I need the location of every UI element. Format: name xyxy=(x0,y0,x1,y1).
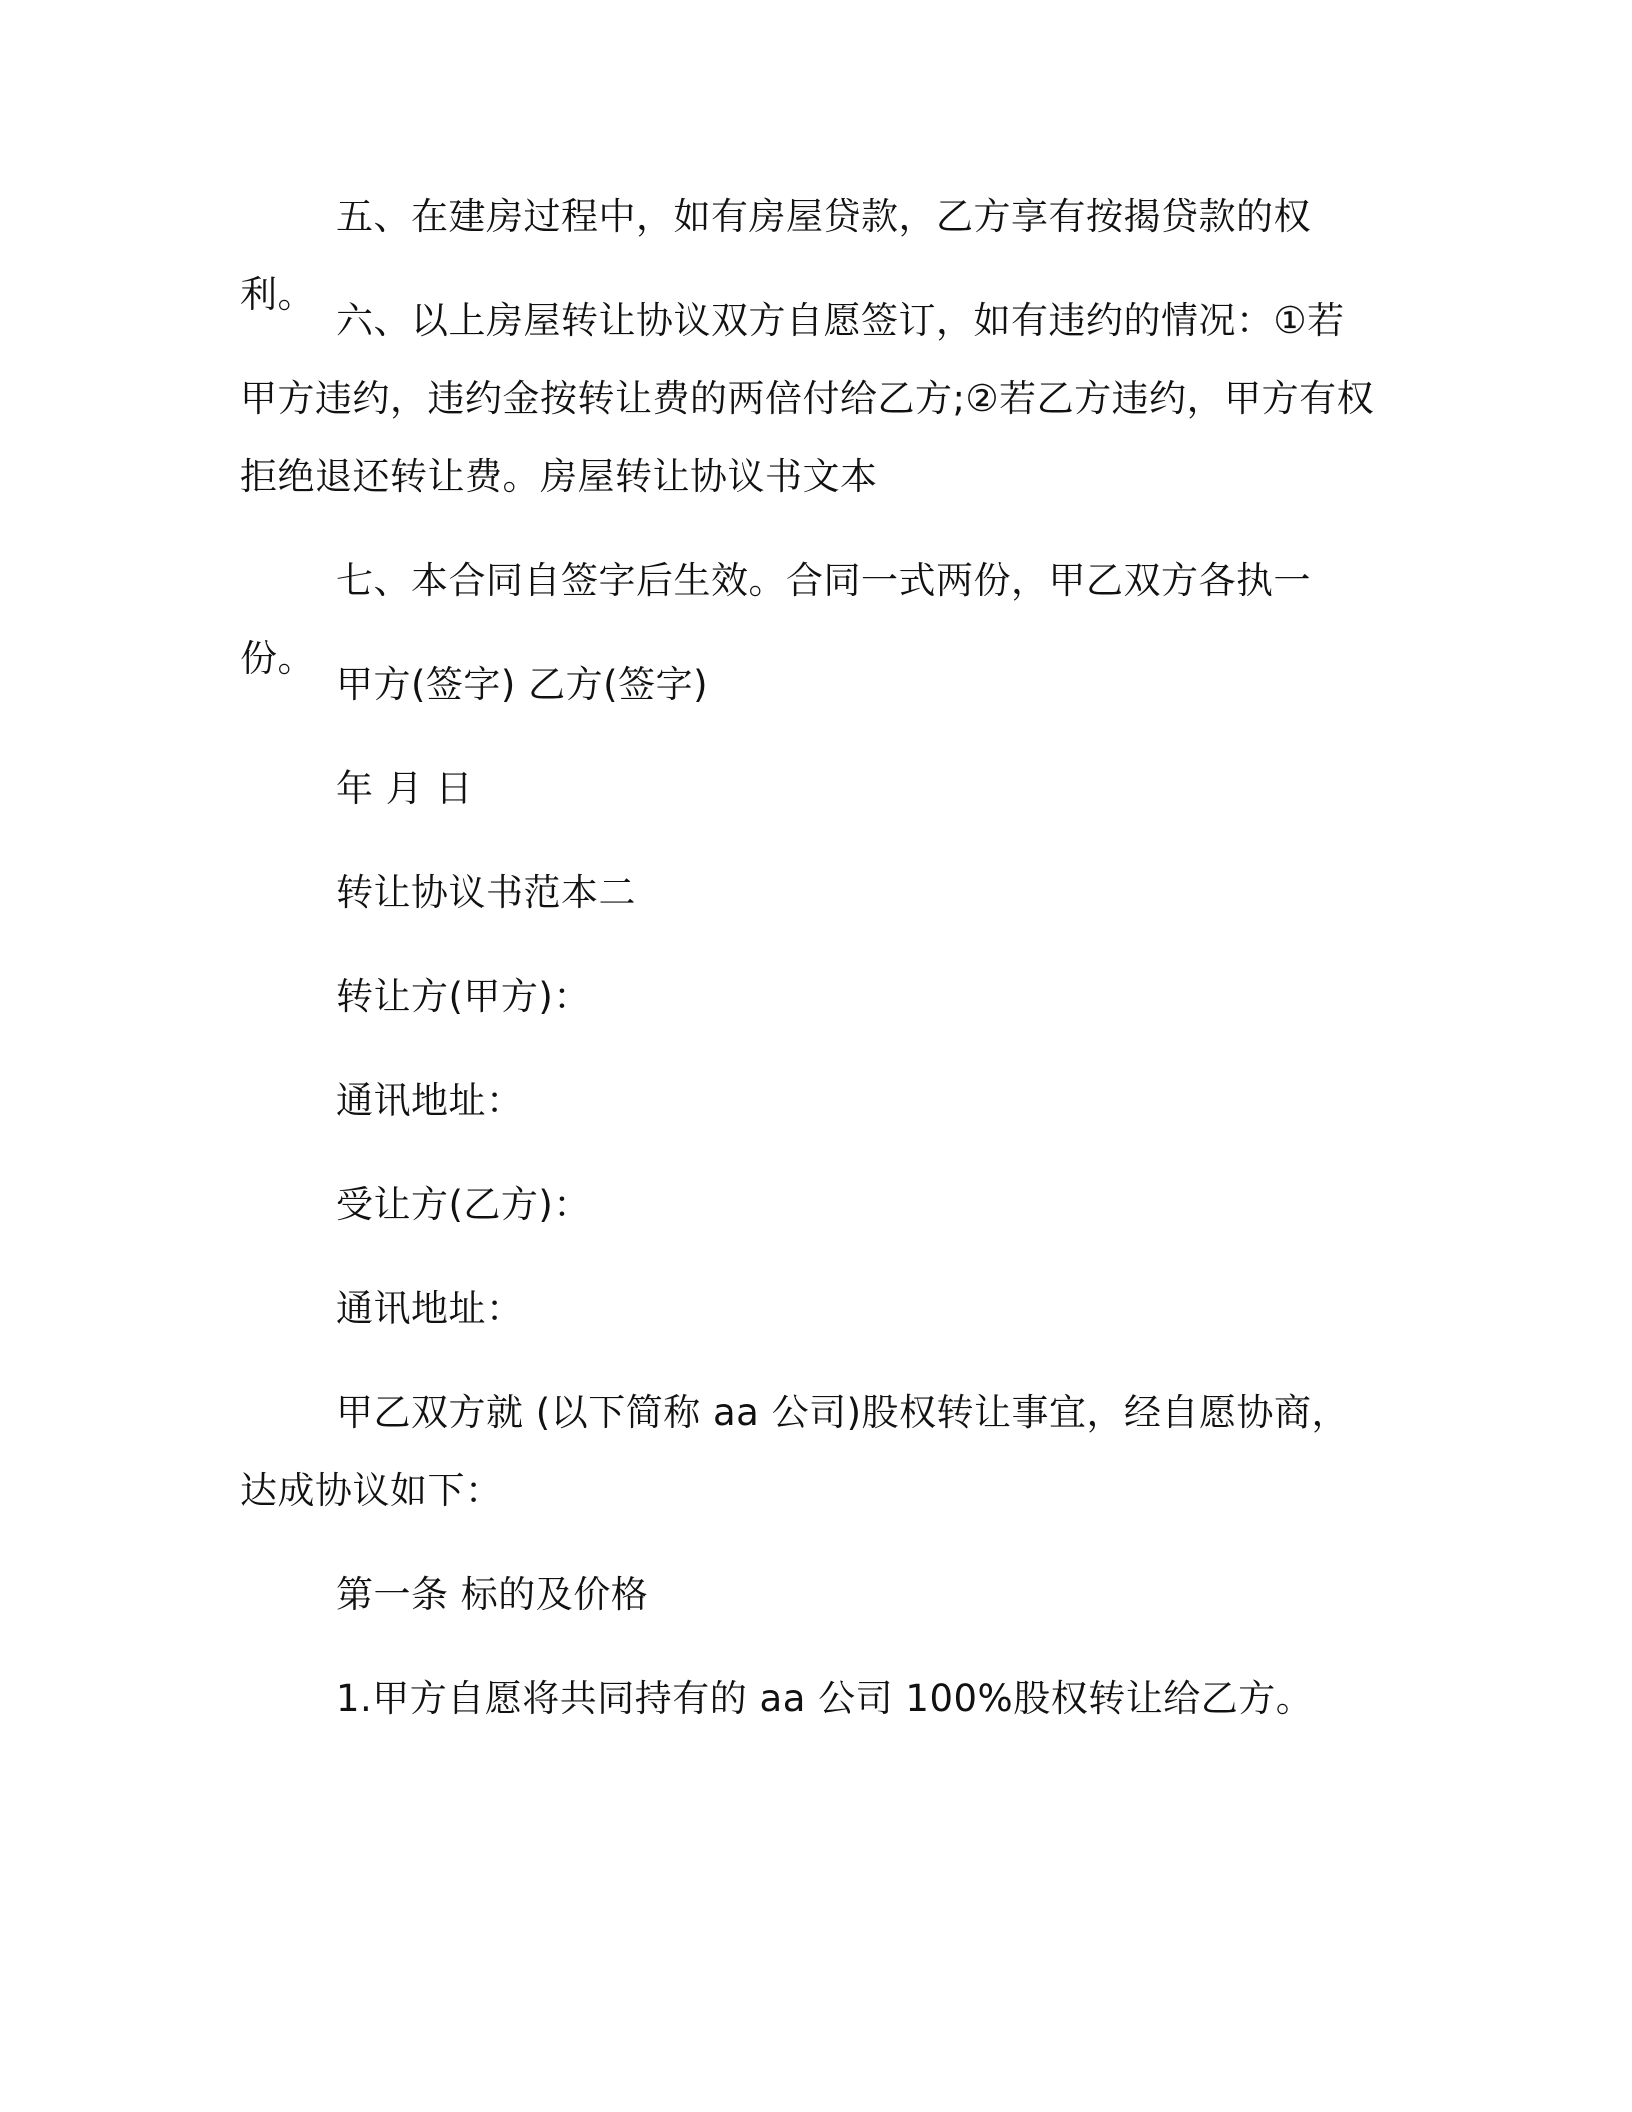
paragraph-clause-5: 五、在建房过程中，如有房屋贷款，乙方享有按揭贷款的权利。 xyxy=(240,195,1311,316)
article-1-item-1: 1.甲方自愿将共同持有的 aa 公司 100%股权转让给乙方。 xyxy=(336,1677,1314,1720)
agreement-intro: 甲乙双方就 (以下简称 aa 公司)股权转让事宜，经自愿协商，达成协议如下： xyxy=(240,1391,1349,1512)
date-line: 年 月 日 xyxy=(336,767,474,810)
section-title-template-two: 转让协议书范本二 xyxy=(336,871,636,914)
transferor-label: 转让方(甲方)： xyxy=(336,975,591,1018)
transferee-address-label: 通讯地址： xyxy=(336,1287,524,1330)
article-1-heading: 第一条 标的及价格 xyxy=(336,1573,649,1616)
transferee-label: 受让方(乙方)： xyxy=(336,1183,591,1226)
paragraph-clause-7: 七、本合同自签字后生效。合同一式两份，甲乙双方各执一份。 xyxy=(240,559,1311,680)
paragraph-clause-6: 六、以上房屋转让协议双方自愿签订，如有违约的情况：①若甲方违约，违约金按转让费的两倍付给乙方;②若乙方违约，甲方有权拒绝退还转让费。房屋转让协议书文本 xyxy=(240,299,1375,498)
transferor-address-label: 通讯地址： xyxy=(336,1079,524,1122)
signature-line: 甲方(签字) 乙方(签字) xyxy=(336,663,709,706)
